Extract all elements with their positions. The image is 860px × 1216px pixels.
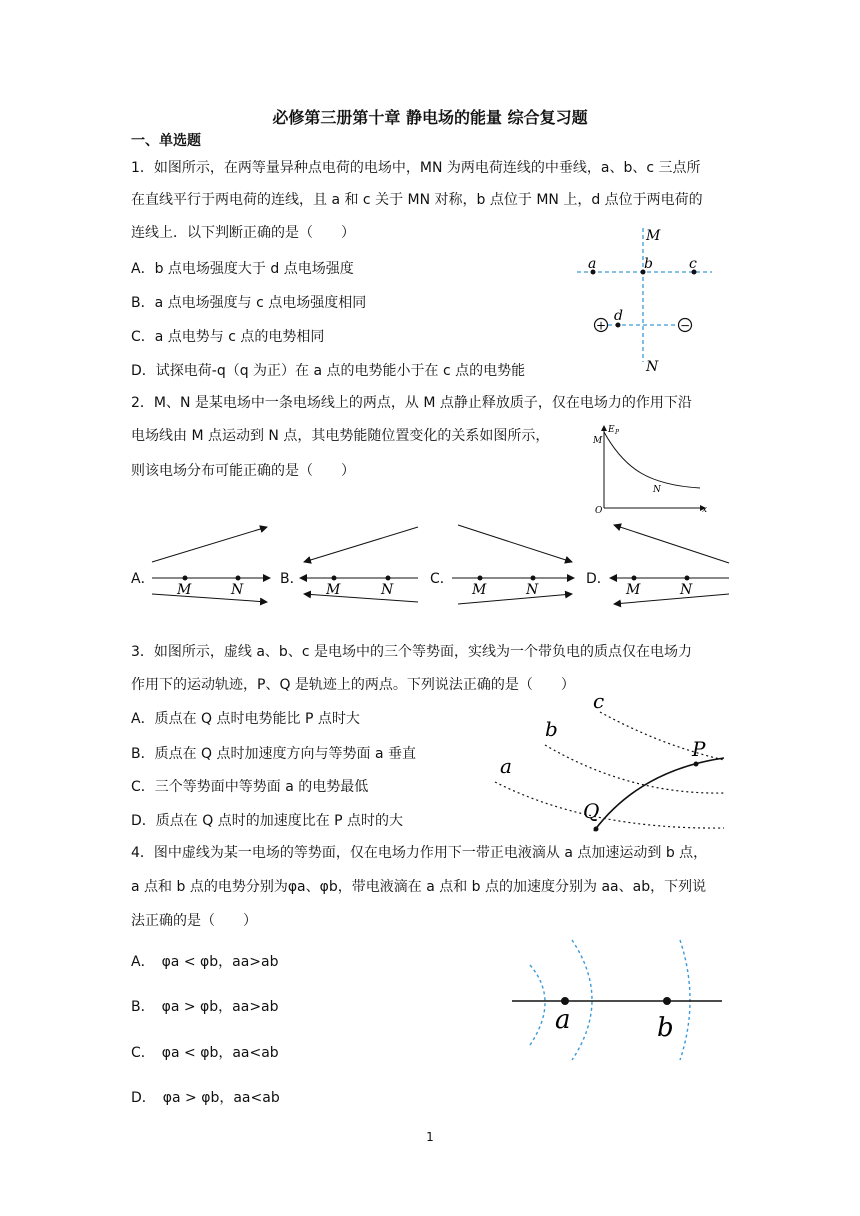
graph-M-label: M [593, 436, 603, 446]
q4-option-c: C． φa < φb，aa<ab [131, 1045, 279, 1061]
q2-option-c-label: C． [430, 571, 454, 587]
label-c: c [689, 256, 697, 272]
q3-option-a: A．质点在 Q 点时电势能比 P 点时大 [131, 711, 360, 727]
option-b-M: M [326, 582, 341, 598]
label-a: a [555, 1005, 571, 1035]
option-a-N: N [231, 582, 244, 598]
option-b-N: N [381, 582, 394, 598]
label-b: b [644, 256, 653, 272]
q4-option-a: A． φa < φb，aa>ab [131, 954, 279, 970]
label-P: P [692, 737, 706, 761]
q1-line-2: 在直线平行于两电荷的连线，且 a 和 c 关于 MN 对称，b 点位于 MN 上，d 点位于两电荷的 [131, 192, 703, 208]
q4-option-b: B． φa > φb，aa>ab [131, 999, 279, 1015]
q1-line-1: 1．如图所示，在两等量异种点电荷的电场中，MN 为两电荷连线的中垂线，a、b、c 三点所 [131, 160, 701, 176]
plus-charge-label: + [595, 318, 607, 333]
q1-option-a: A．b 点电场强度大于 d 点电场强度 [131, 261, 354, 277]
q1-option-b: B．a 点电场强度与 c 点电场强度相同 [131, 295, 367, 311]
label-b: b [657, 1013, 674, 1043]
q4-figure [505, 935, 730, 1065]
page-number: 1 [426, 1130, 434, 1144]
q1-option-c: C．a 点电势与 c 点的电势相同 [131, 329, 325, 345]
q2-line-1: 2．M、N 是某电场中一条电场线上的两点，从 M 点静止释放质子，仅在电场力的作用下沿 [131, 395, 692, 411]
option-a-M: M [177, 582, 192, 598]
q4-option-d: D． φa > φb，aa<ab [131, 1090, 280, 1106]
q2-option-d-label: D． [586, 571, 611, 587]
option-c-M: M [472, 582, 487, 598]
section-heading: 一、单选题 [131, 133, 201, 149]
q3-line-2: 作用下的运动轨迹，P、Q 是轨迹上的两点。下列说法正确的是（ ） [131, 677, 575, 693]
option-d-M: M [626, 582, 641, 598]
label-a: a [500, 754, 512, 778]
graph-y-sub: P [615, 429, 620, 436]
q2-option-b-label: B． [280, 571, 304, 587]
q1-figure [570, 222, 720, 382]
q3-option-d: D．质点在 Q 点时的加速度比在 P 点时的大 [131, 813, 404, 829]
label-Q: Q [583, 799, 600, 823]
option-d-N: N [680, 582, 693, 598]
minus-charge-label: − [679, 318, 691, 333]
q4-line-3: 法正确的是（ ） [131, 913, 257, 929]
graph-origin: O [595, 506, 603, 516]
label-b: b [545, 717, 558, 741]
graph-N-label: N [653, 485, 661, 495]
label-d: d [614, 308, 623, 324]
q4-line-1: 4．图中虚线为某一电场的等势面，仅在电场力作用下一带正电液滴从 a 点加速运动到 b 点， [131, 845, 708, 861]
label-c: c [593, 689, 605, 713]
graph-y-label: E [608, 425, 615, 435]
q3-figure [490, 688, 730, 838]
graph-x-label: x [702, 505, 708, 515]
q4-line-2: a 点和 b 点的电势分别为φa、φb，带电液滴在 a 点和 b 点的加速度分别为 aa、ab，下列说 [131, 879, 707, 895]
q2-option-a-label: A． [131, 571, 155, 587]
page-title: 必修第三册第十章 静电场的能量 综合复习题 [272, 108, 588, 127]
label-M: M [646, 228, 661, 244]
q1-line-3: 连线上．以下判断正确的是（ ） [131, 225, 355, 241]
label-a: a [588, 256, 597, 272]
q2-line-3: 则该电场分布可能正确的是（ ） [131, 463, 355, 479]
q3-option-b: B．质点在 Q 点时加速度方向与等势面 a 垂直 [131, 746, 417, 762]
q2-options-figure [140, 520, 735, 606]
q2-line-2: 电场线由 M 点运动到 N 点，其电势能随位置变化的关系如图所示， [131, 428, 550, 444]
q3-option-c: C．三个等势面中等势面 a 的电势最低 [131, 779, 369, 795]
option-c-N: N [526, 582, 539, 598]
q3-line-1: 3．如图所示，虚线 a、b、c 是电场中的三个等势面，实线为一个带负电的质点仅在电场力 [131, 644, 692, 660]
q1-option-d: D．试探电荷-q（q 为正）在 a 点的电势能小于在 c 点的电势能 [131, 363, 526, 379]
label-N: N [646, 359, 659, 375]
q2-energy-graph [588, 420, 718, 520]
